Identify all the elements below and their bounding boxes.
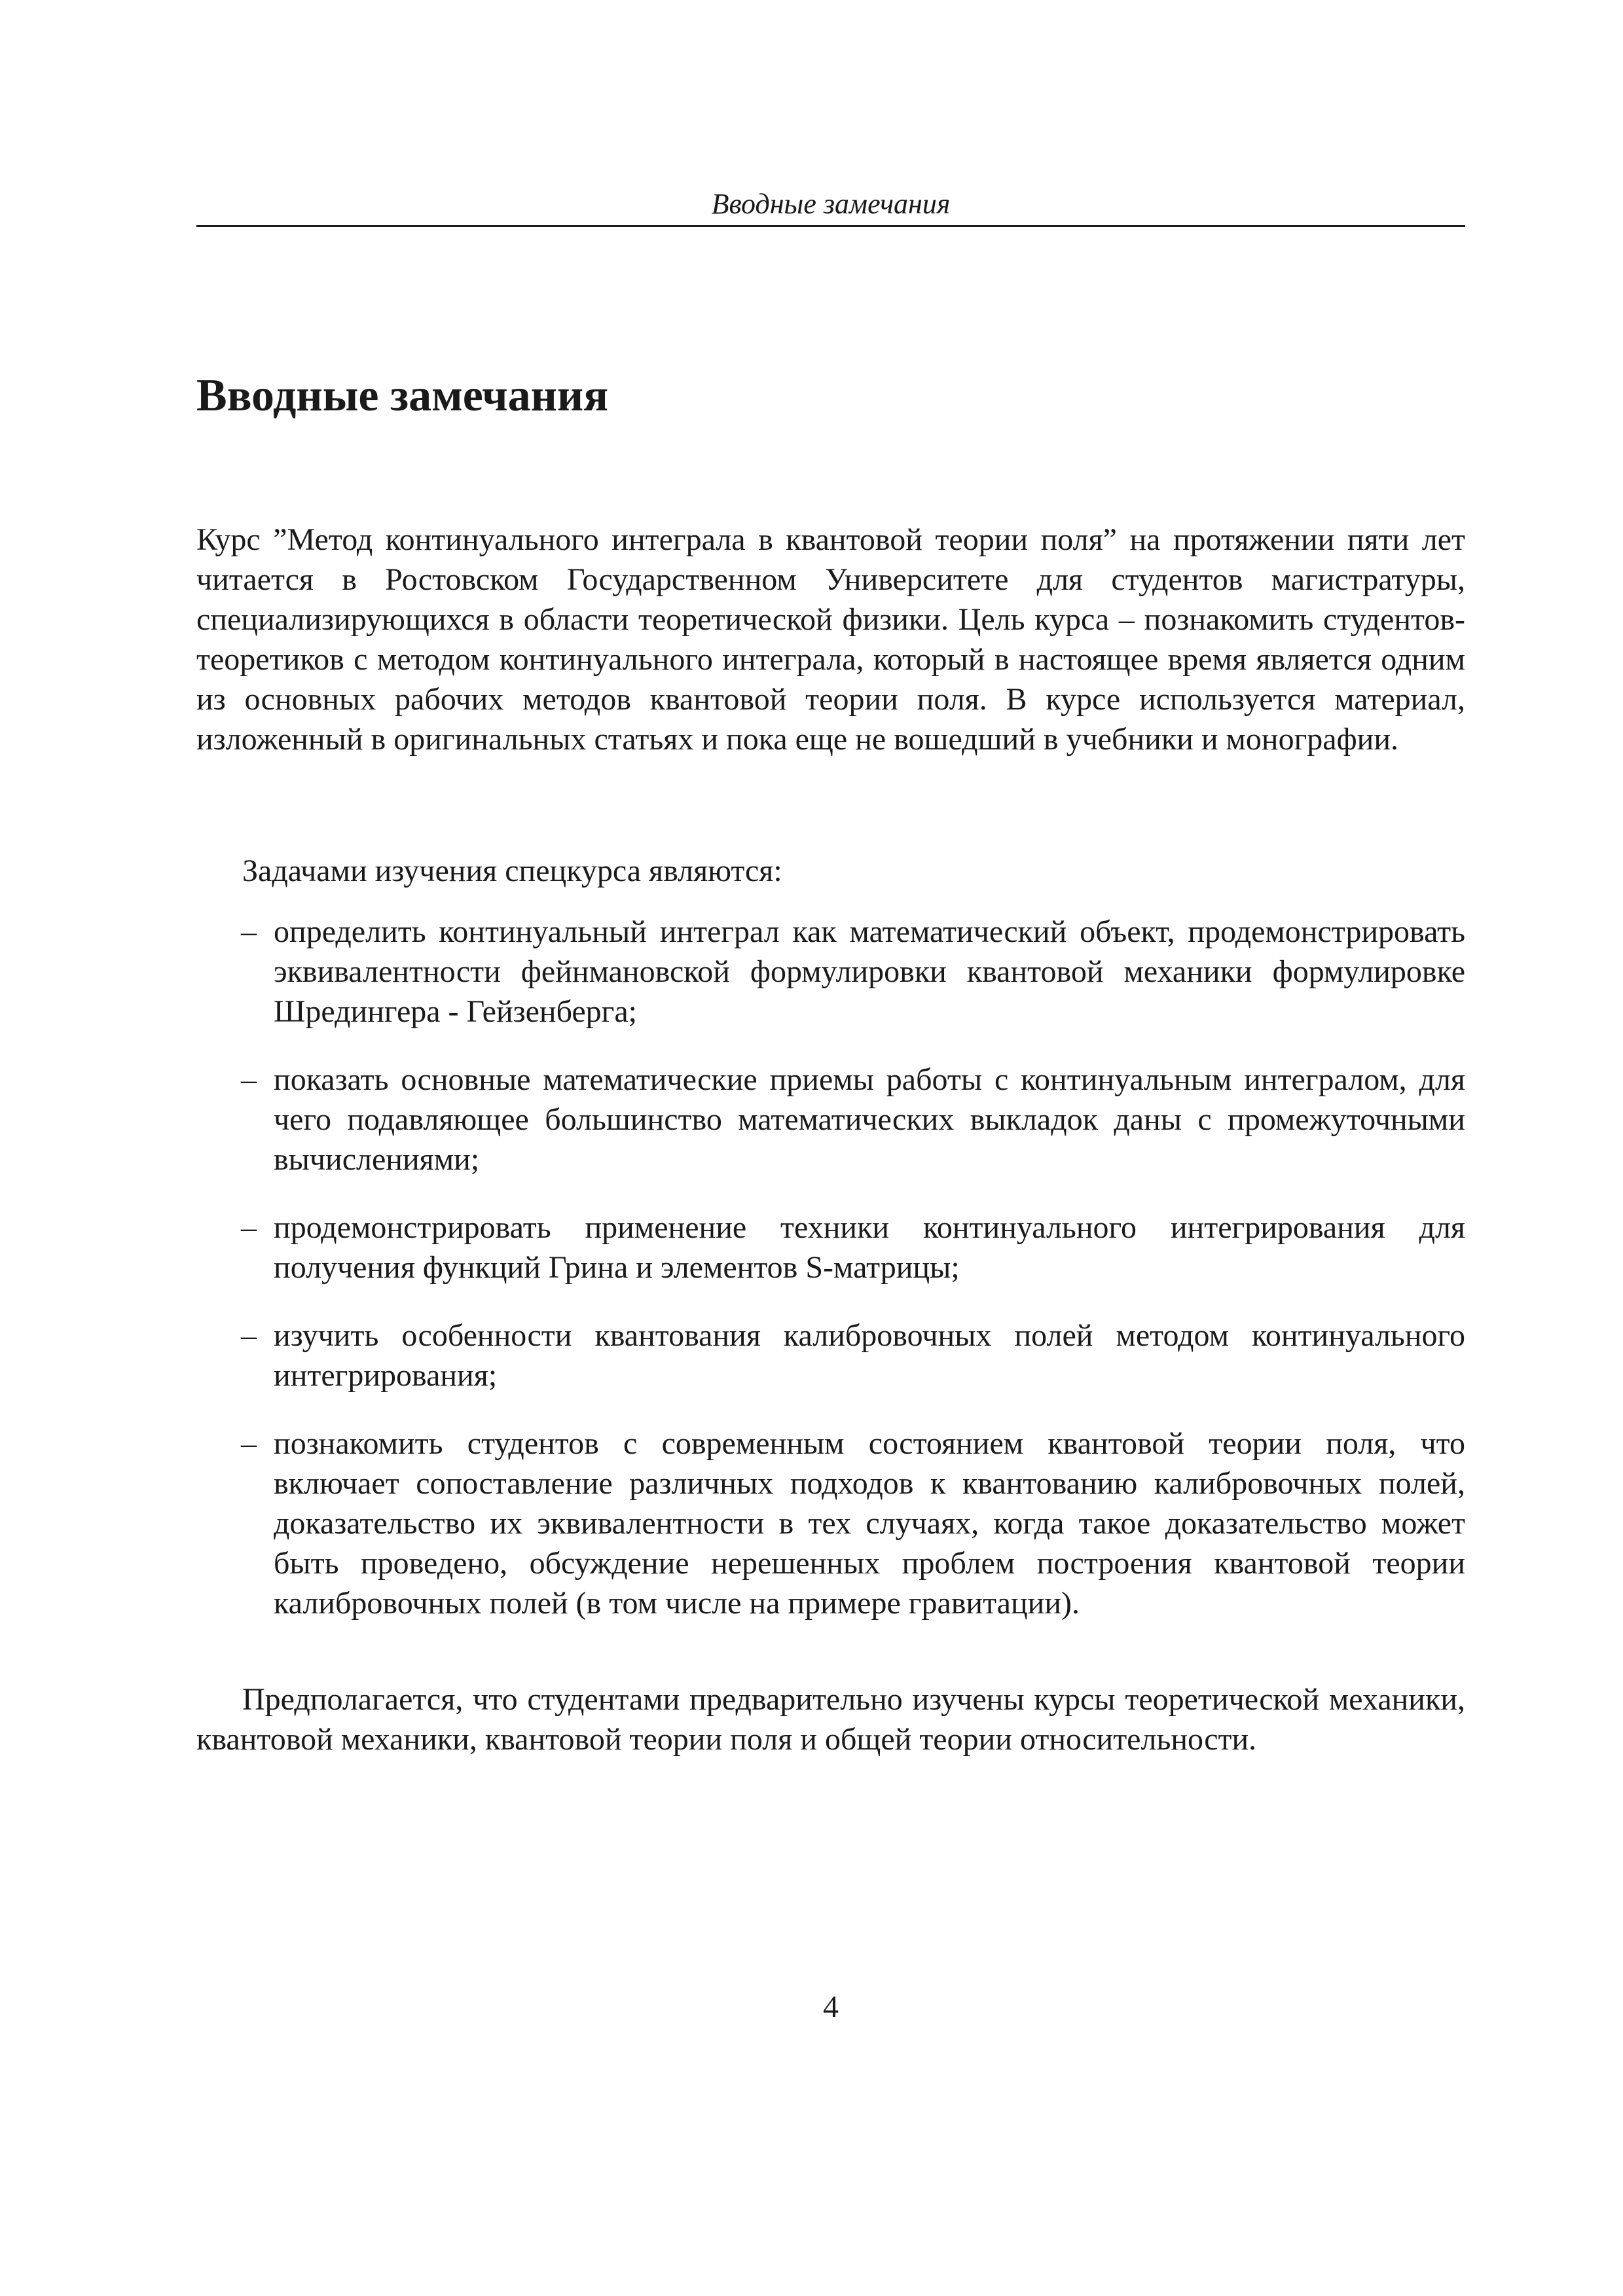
list-item-text: изучить особенности квантования калибровочных полей методом континуального интегрирования;: [274, 1318, 1465, 1393]
list-item-text: определить континуальный интеграл как математический объект, продемонстрировать эквивалентности фейнмановской формулировки квантовой механики формулировке Шредингера - Гейзенберга;: [274, 914, 1465, 1029]
list-dash: –: [241, 1210, 257, 1245]
list-item-text: показать основные математические приемы работы с континуальным интегралом, для чего подавляющее большинство математических выкладок даны с промежуточными вычислениями;: [274, 1062, 1465, 1177]
section-title: Вводные замечания: [196, 370, 609, 421]
list-dash: –: [241, 1426, 257, 1461]
closing-paragraph: Предполагается, что студентами предварительно изучены курсы теоретической механики, квантовой механики, квантовой теории поля и общей теории относительности.: [196, 1682, 1465, 1757]
intro-paragraph: Курс ”Метод континуального интеграла в квантовой теории поля” на протяжении пяти лет читается в Ростовском Государственном Университете для студентов магистратуры, специализирующихся в области теоретической физики. Цель курса – познакомить студентов-теоретиков с методом континуального интеграла, который в настоящее время является одним из основных рабочих методов квантовой теории поля. В курсе используется материал, изложенный в оригинальных статьях и пока еще не вошедший в учебники и монографии.: [196, 522, 1465, 757]
list-item-text: познакомить студентов с современным состоянием квантовой теории поля, что включает сопоставление различных подходов к квантованию калибровочных полей, доказательство их эквивалентности в тех случаях, когда такое доказательство может быть проведено, обсуждение нерешенных проблем построения квантовой теории калибровочных полей (в том числе на примере гравитации).: [274, 1426, 1465, 1621]
list-item-text: продемонстрировать применение техники континуального интегрирования для получения функций Грина и элементов S-матрицы;: [274, 1210, 1465, 1285]
list-item: [196, 1060, 1465, 1179]
list-dash: –: [241, 1062, 257, 1097]
header-rule: [196, 225, 1465, 227]
task-list: [196, 912, 1465, 1651]
list-item: [196, 1208, 1465, 1287]
list-item: [196, 912, 1465, 1031]
list-item: [196, 1424, 1465, 1623]
tasks-lead: Задачами изучения спецкурса являются:: [242, 853, 782, 888]
list-dash: –: [241, 1318, 257, 1353]
page-number: 4: [823, 1990, 839, 2024]
list-dash: –: [241, 914, 257, 949]
running-head: Вводные замечания: [711, 188, 951, 220]
list-item: [196, 1316, 1465, 1395]
